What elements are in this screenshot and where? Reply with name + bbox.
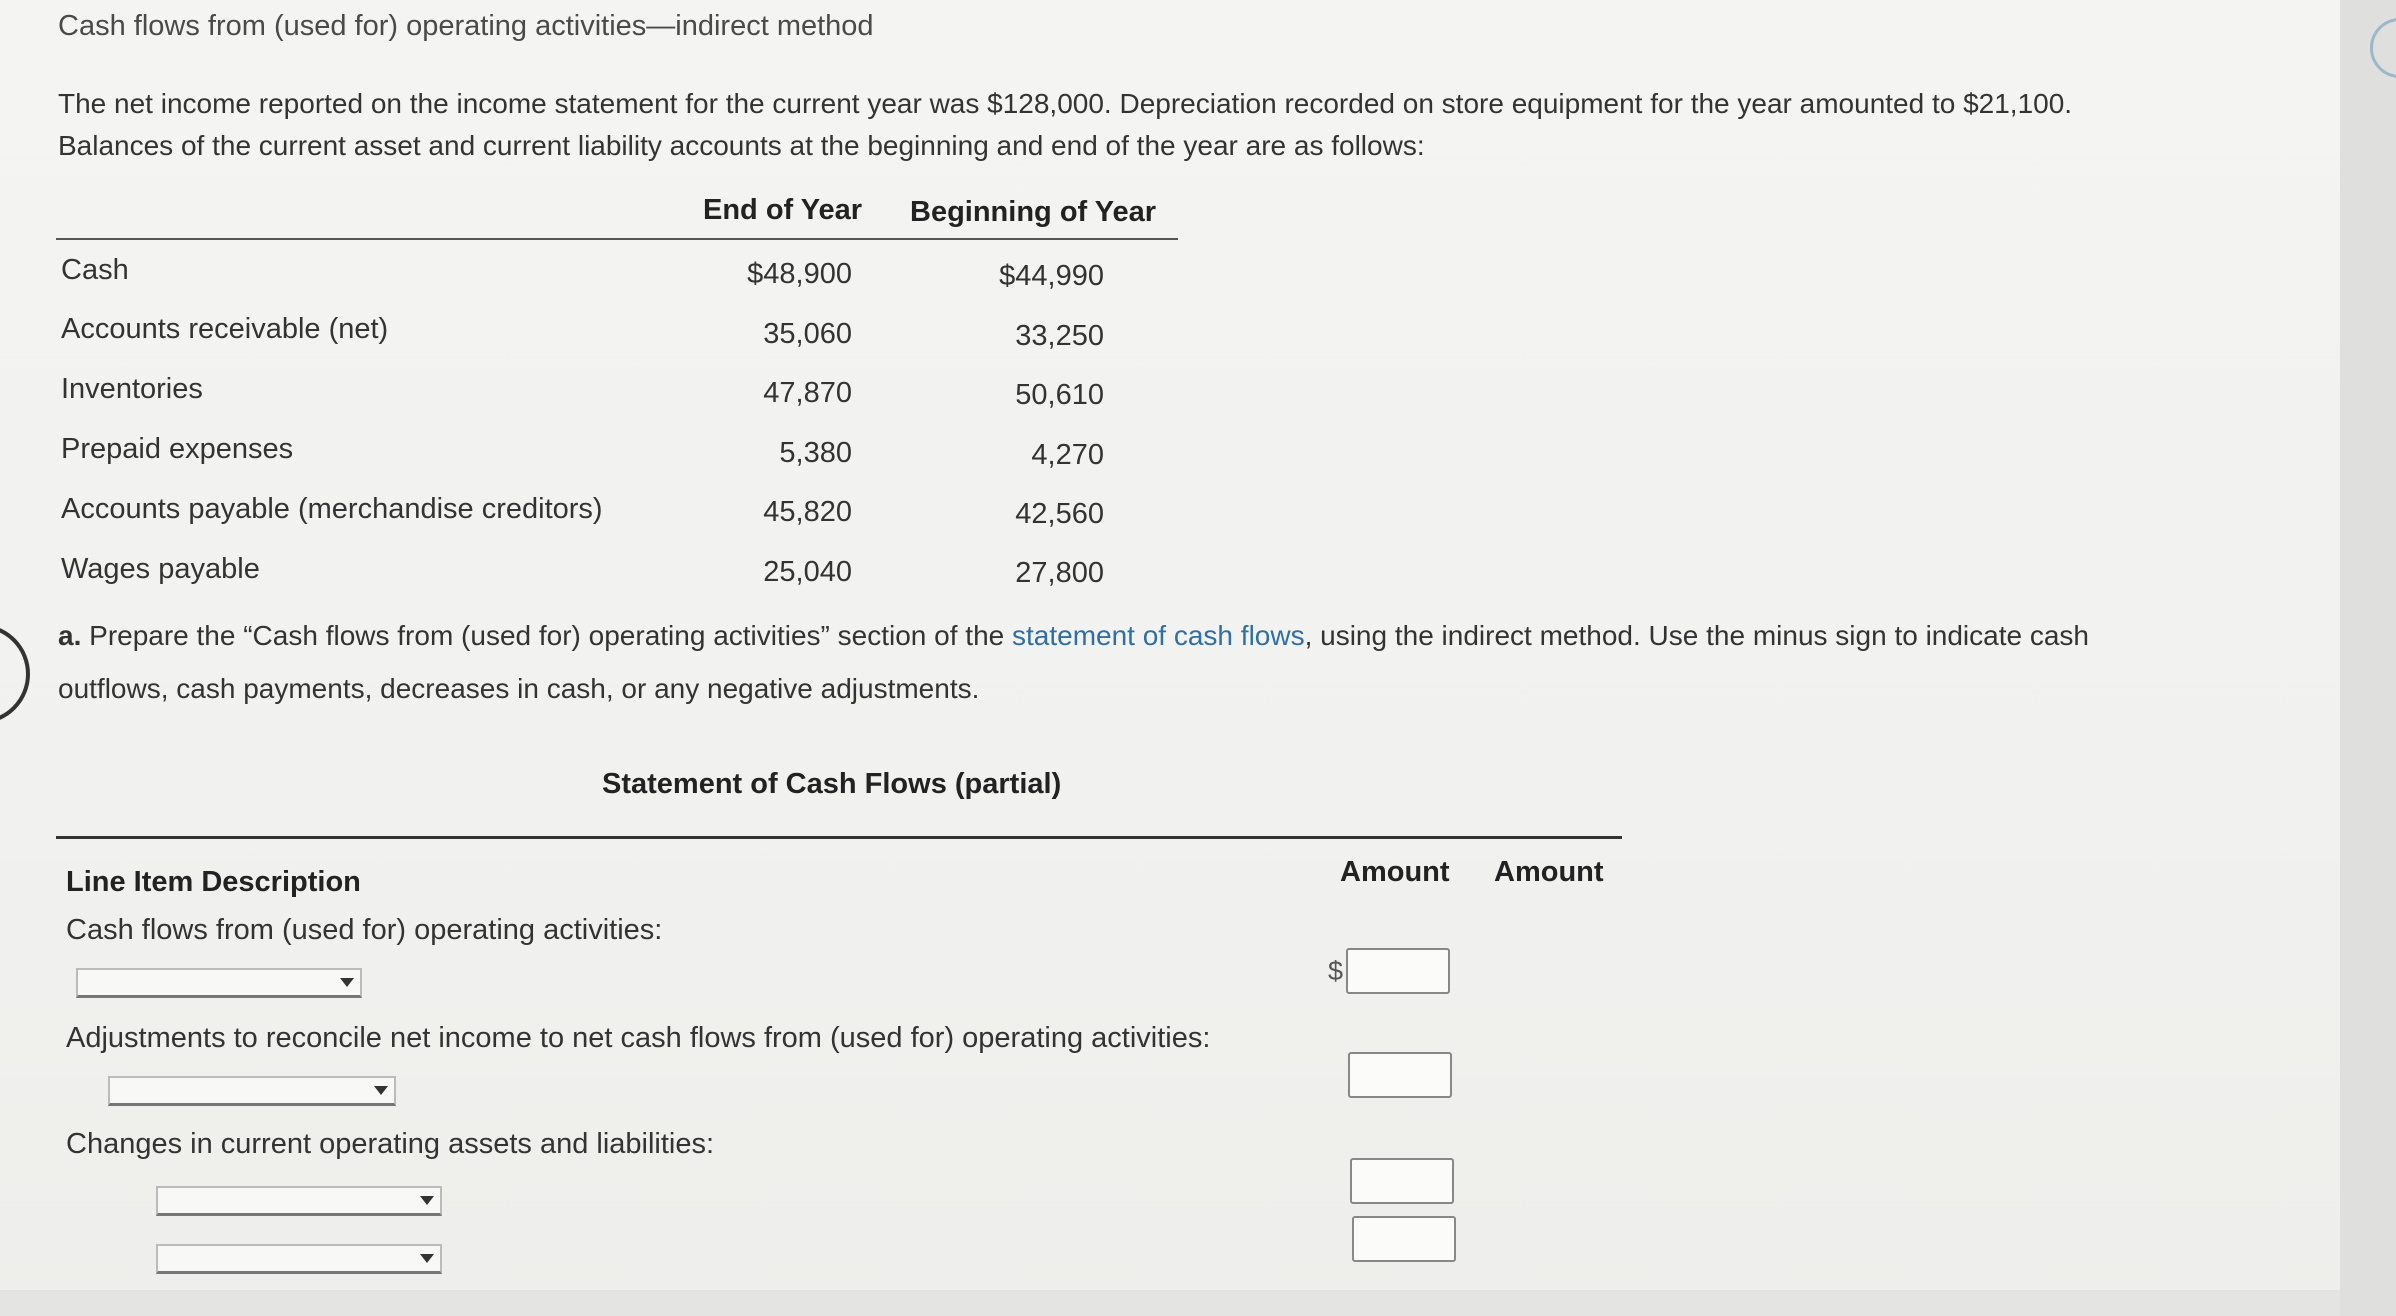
intro-line-1: The net income reported on the income statement for the current year was $128,000. Depreciation recorded on store equipment for the year amounted to $21,100. <box>58 88 2073 119</box>
adjustment-line-dropdown[interactable] <box>108 1076 396 1106</box>
column-header-amount-2: Amount <box>1494 856 1604 888</box>
edge-button-circle[interactable] <box>2370 18 2396 78</box>
balance-end-wages-payable: 25,040 <box>763 556 852 588</box>
net-income-line-dropdown[interactable] <box>76 968 362 998</box>
change-line-2-dropdown[interactable] <box>156 1244 442 1274</box>
balance-end-inventories: 47,870 <box>763 377 852 409</box>
balances-header-rule <box>56 238 1178 240</box>
chevron-down-icon <box>420 1254 434 1263</box>
balance-label-prepaid-expenses: Prepaid expenses <box>61 433 294 465</box>
balance-label-inventories: Inventories <box>61 373 203 405</box>
chevron-down-icon <box>420 1196 434 1205</box>
balance-end-cash: $48,900 <box>747 258 852 290</box>
problem-title: Cash flows from (used for) operating activities—indirect method <box>58 10 874 42</box>
column-header-amount-1: Amount <box>1340 856 1450 888</box>
header-beginning-of-year: Beginning of Year <box>910 196 1157 228</box>
dollar-sign: $ <box>1328 956 1344 986</box>
question-text-before-link: Prepare the “Cash flows from (used for) operating activities” section of the <box>81 620 1012 651</box>
balance-label-accounts-receivable: Accounts receivable (net) <box>61 313 389 345</box>
header-end-of-year: End of Year <box>703 194 863 226</box>
question-letter: a. <box>58 620 82 651</box>
column-header-description: Line Item Description <box>66 866 361 898</box>
step-indicator-circle <box>0 624 30 724</box>
statement-title: Statement of Cash Flows (partial) <box>602 768 1062 800</box>
balance-beginning-inventories: 50,610 <box>1015 379 1104 411</box>
question-line-1 <box>58 620 2089 652</box>
balance-end-prepaid-expenses: 5,380 <box>779 437 852 469</box>
change-line-1-amount-input[interactable] <box>1350 1158 1454 1204</box>
net-income-amount-input[interactable] <box>1346 948 1450 994</box>
statement-header-rule <box>56 836 1622 839</box>
balance-end-accounts-receivable: 35,060 <box>763 318 852 350</box>
balance-beginning-wages-payable: 27,800 <box>1015 557 1104 589</box>
question-text-after-link: , using the indirect method. Use the minus sign to indicate cash <box>1304 620 2090 651</box>
change-line-1-dropdown[interactable] <box>156 1186 442 1216</box>
adjustment-amount-input[interactable] <box>1348 1052 1452 1098</box>
balance-label-accounts-payable: Accounts payable (merchandise creditors) <box>61 493 603 525</box>
balance-label-cash: Cash <box>61 254 129 286</box>
change-line-2-amount-input[interactable] <box>1352 1216 1456 1262</box>
operating-activities-label: Cash flows from (used for) operating activities: <box>66 914 663 946</box>
page-bottom-edge <box>0 1290 2340 1316</box>
question-line-2: outflows, cash payments, decreases in cash, or any negative adjustments. <box>58 673 980 704</box>
chevron-down-icon <box>374 1086 388 1095</box>
balance-beginning-prepaid-expenses: 4,270 <box>1031 439 1104 471</box>
balance-end-accounts-payable: 45,820 <box>763 496 852 528</box>
balance-label-wages-payable: Wages payable <box>61 553 260 585</box>
chevron-down-icon <box>340 978 354 987</box>
right-scroll-strip <box>2340 0 2396 1316</box>
balance-beginning-cash: $44,990 <box>999 260 1104 292</box>
balance-beginning-accounts-receivable: 33,250 <box>1015 320 1104 352</box>
statement-of-cash-flows-link[interactable]: statement of cash flows <box>1012 620 1305 651</box>
intro-line-2: Balances of the current asset and current liability accounts at the beginning and end of the year are as follows: <box>58 130 1425 161</box>
changes-in-current-items-label: Changes in current operating assets and liabilities: <box>66 1128 715 1160</box>
adjustments-label: Adjustments to reconcile net income to net cash flows from (used for) operating activities: <box>66 1022 1211 1054</box>
balance-beginning-accounts-payable: 42,560 <box>1015 498 1104 530</box>
